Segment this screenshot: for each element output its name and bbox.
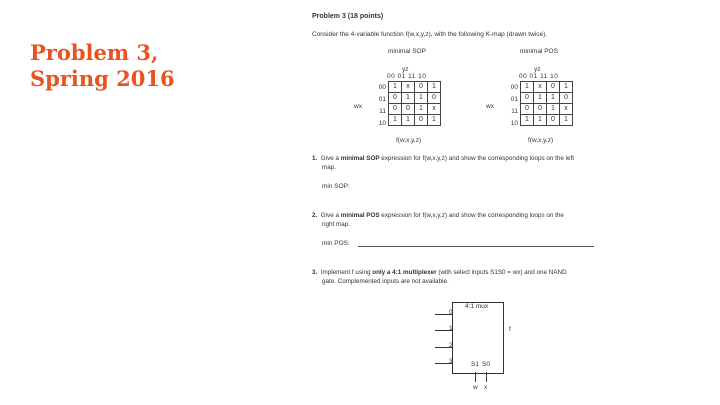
question-text-pre: Implement f using	[320, 269, 373, 276]
kmap-row-label: 01	[378, 96, 386, 103]
kmap-row-labels	[372, 82, 386, 130]
select-signal-label: x	[484, 384, 488, 391]
question-text-post: (with select inputs S1S0 = wx) and one NAND	[436, 269, 567, 276]
question-3	[312, 268, 622, 286]
question-text-line2: map.	[322, 164, 336, 171]
question-text-pre: Give a	[320, 155, 341, 162]
problem-document	[300, 0, 720, 405]
kmap-sop	[354, 48, 470, 148]
mux-input-label: 2	[449, 342, 453, 349]
question-number: 2.	[312, 212, 318, 219]
kmap-row-label: 00	[378, 84, 386, 91]
kmap-cell: 1	[428, 82, 441, 93]
kmap-cell: 1	[415, 104, 428, 115]
kmap-row-label: 11	[379, 108, 386, 115]
slide-title	[30, 40, 200, 92]
mux-label: 4:1 mux	[465, 303, 489, 310]
kmap-cell: 1	[547, 93, 560, 104]
kmap-cell: 1	[521, 82, 534, 93]
kmap-cell: 0	[547, 115, 560, 126]
kmap-footer: f(w,x,y,z)	[396, 137, 422, 144]
kmap-cell: 1	[547, 104, 560, 115]
kmap-row-var: wx	[354, 103, 362, 110]
question-text-line2: right map.	[322, 221, 350, 228]
kmap-cell: 0	[534, 104, 547, 115]
kmap-cell: 0	[428, 93, 441, 104]
min-pos-answer-line	[358, 246, 594, 247]
min-pos-label: min POS:	[322, 240, 350, 247]
question-text-bold: minimal POS	[340, 212, 380, 219]
question-text-post: expression for f(w,x,y,z) and show the corresponding loops on the left	[379, 155, 575, 162]
mux-input-label: 1	[449, 325, 453, 332]
kmap-row-var: wx	[486, 103, 494, 110]
kmap-cell: 1	[428, 115, 441, 126]
kmap-cell: 1	[415, 93, 428, 104]
kmap-caption: minimal POS	[520, 48, 558, 55]
min-sop-label: min SOP:	[322, 183, 350, 190]
question-2	[312, 211, 622, 229]
select-signal-label: w	[473, 384, 478, 391]
kmap-cell: 1	[402, 93, 415, 104]
question-text-post: expression for f(w,x,y,z) and show the corresponding loops on the	[379, 212, 564, 219]
kmap-row-label: 11	[511, 108, 518, 115]
select-wire-w	[475, 372, 476, 382]
kmap-cell: x	[428, 104, 441, 115]
mux-select-label: S1	[471, 361, 479, 368]
kmap-cell: 0	[521, 104, 534, 115]
question-number: 1.	[312, 155, 318, 162]
problem-intro: Consider the 4-variable function f(w,x,y,z), with the following K-map (drawn twice).	[312, 31, 548, 38]
kmap-cell: 1	[389, 82, 402, 93]
kmap-row-label: 10	[378, 120, 386, 127]
kmap-cell: 1	[534, 115, 547, 126]
kmap-cell: 1	[560, 82, 573, 93]
kmap-cell: 0	[389, 104, 402, 115]
kmap-row-label: 01	[510, 96, 518, 103]
kmap-cell: x	[534, 82, 547, 93]
question-number: 3.	[312, 269, 318, 276]
kmap-cell: 0	[560, 93, 573, 104]
kmap-pos	[486, 48, 602, 148]
kmap-cell: 1	[521, 115, 534, 126]
kmap-row-label: 10	[510, 120, 518, 127]
kmap-cell: x	[402, 82, 415, 93]
kmap-cell: 0	[389, 93, 402, 104]
problem-title: Problem 3 (18 points)	[312, 13, 384, 20]
question-text-bold: only a 4:1 multiplexer	[372, 269, 437, 276]
kmap-cell: 1	[402, 115, 415, 126]
kmap-col-labels: 00 01 11 10	[519, 73, 559, 80]
kmap-col-labels: 00 01 11 10	[387, 73, 427, 80]
mux-input-label: 3	[449, 358, 453, 365]
kmap-cell: x	[560, 104, 573, 115]
question-1	[312, 154, 622, 172]
kmap-cell: 1	[389, 115, 402, 126]
mux-select-label: S0	[482, 361, 490, 368]
kmap-row-label: 00	[510, 84, 518, 91]
kmap-col-var: yz	[534, 66, 541, 73]
kmap-grid	[388, 81, 441, 126]
question-text-bold: minimal SOP	[340, 155, 380, 162]
kmap-grid	[520, 81, 573, 126]
kmap-cell: 1	[534, 93, 547, 104]
slide-title-line2: Spring 2016	[30, 66, 175, 91]
kmap-cell: 1	[560, 115, 573, 126]
kmap-cell: 0	[415, 115, 428, 126]
question-text-line2: gate. Complemented inputs are not available.	[322, 278, 449, 285]
kmap-caption: minimal SOP	[388, 48, 426, 55]
kmap-cell: 0	[415, 82, 428, 93]
kmap-cell: 0	[402, 104, 415, 115]
kmap-cell: 0	[521, 93, 534, 104]
kmap-col-var: yz	[402, 66, 409, 73]
kmap-footer: f(w,x,y,z)	[528, 137, 554, 144]
select-wire-x	[486, 372, 487, 382]
question-text-pre: Give a	[320, 212, 341, 219]
kmap-row-labels	[504, 82, 518, 130]
kmap-cell: 0	[547, 82, 560, 93]
slide-title-line1: Problem 3,	[30, 40, 159, 65]
mux-input-label: 0	[449, 309, 453, 316]
mux-output-label: f	[509, 326, 511, 333]
